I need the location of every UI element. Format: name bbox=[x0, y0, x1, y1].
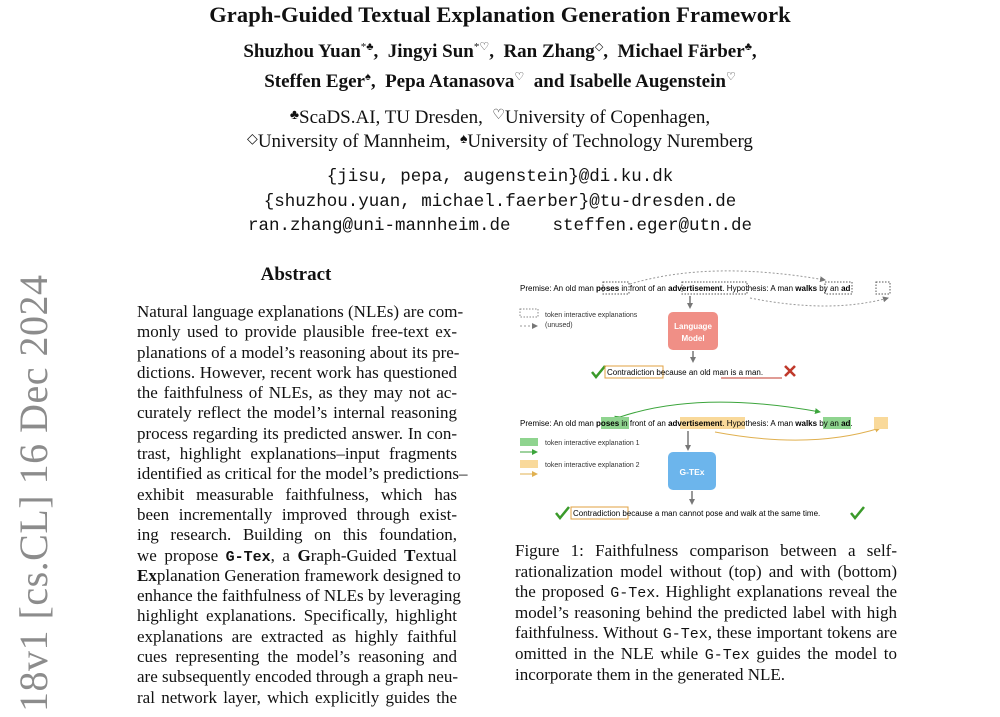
model-label: Language bbox=[674, 322, 712, 331]
caption-line: model’s reasoning behind the predicted label with high bbox=[515, 602, 897, 622]
author-name: Steffen Eger bbox=[264, 71, 365, 92]
arxiv-stamp: 18v1 [cs.CL] 16 Dec 2024 bbox=[11, 274, 56, 712]
author-mark: *♣ bbox=[360, 41, 374, 53]
caption-line bbox=[515, 582, 897, 603]
token-poses: poses bbox=[596, 284, 620, 293]
affiliation: University of Mannheim, bbox=[257, 131, 451, 152]
text: , these important tokens are bbox=[707, 623, 897, 643]
text: the proposed bbox=[515, 582, 611, 602]
affiliation-line-2 bbox=[0, 131, 1000, 153]
bold-letter: G bbox=[297, 545, 311, 565]
figure-bottom-sentence bbox=[520, 419, 853, 428]
gtex-name: G-Tex bbox=[662, 626, 708, 644]
highlight-ad bbox=[874, 417, 888, 429]
author-name: Isabelle Augenstein bbox=[569, 71, 726, 92]
affil-mark: ♣ bbox=[289, 108, 300, 123]
author-name: Shuzhou Yuan bbox=[243, 41, 361, 62]
paper-title: Graph-Guided Textual Explanation Generation Framework bbox=[209, 2, 791, 27]
abstract-line: curately reflect the model’s internal reasoning bbox=[137, 403, 457, 423]
caption-line: rationalization model without (top) and with (bottom) bbox=[515, 561, 897, 581]
author-mark: ♣ bbox=[744, 41, 752, 53]
caption-line bbox=[515, 623, 897, 644]
abstract-heading: Abstract bbox=[260, 264, 332, 285]
author-name: Ran Zhang bbox=[503, 41, 595, 62]
abstract-line: exhibit measurable faithfulness, which has bbox=[137, 484, 457, 504]
affil-mark: ♠ bbox=[459, 132, 468, 147]
figure-top-sentence bbox=[520, 284, 851, 293]
text: in front of an bbox=[619, 284, 669, 293]
affil-mark: ◇ bbox=[247, 132, 258, 147]
figure-caption bbox=[515, 541, 897, 685]
email: steffen.eger@utn.de bbox=[552, 216, 753, 236]
abstract-line bbox=[137, 565, 461, 586]
abstract-line: highlight explanations. Specifically, highlight bbox=[137, 606, 457, 626]
email-line-2: {shuzhou.yuan, michael.faerber}@tu-dresden.de bbox=[263, 192, 737, 212]
email-line-1: {jisu, pepa, augenstein}@di.ku.dk bbox=[326, 167, 674, 187]
model-label: Model bbox=[681, 334, 705, 343]
bold-letter: T bbox=[404, 545, 416, 565]
dotted-arc-bottom bbox=[750, 298, 888, 306]
text: Premise: An old man bbox=[520, 419, 597, 428]
legend-label: token interactive explanations bbox=[545, 312, 638, 319]
caption-line: Figure 1: Faithfulness comparison between a self- bbox=[515, 541, 897, 560]
label-text: Contradiction bbox=[607, 368, 655, 377]
text: by an bbox=[817, 284, 842, 293]
text: by an bbox=[817, 419, 842, 428]
author-name: Michael Färber bbox=[617, 41, 745, 62]
abstract-line: process regarding its predicted answer. In con- bbox=[137, 423, 457, 443]
abstract-line: are subsequently encoded through a graph neu- bbox=[137, 667, 458, 687]
abstract-line: planations of a model’s reasoning about its pre- bbox=[137, 342, 460, 362]
gtex-name: G-Tex bbox=[225, 548, 271, 566]
legend-green-box bbox=[520, 438, 538, 446]
figure-1 bbox=[510, 262, 905, 532]
text: faithfulness. Without bbox=[515, 623, 663, 643]
abstract-line: cues representing the model’s reasoning and bbox=[137, 647, 457, 667]
text: extual bbox=[415, 545, 457, 565]
caption-line: incorporate them in the generated NLE. bbox=[515, 664, 785, 684]
affil-mark: ♡ bbox=[492, 108, 505, 123]
text: omitted in the NLE while bbox=[515, 643, 705, 663]
text: because an old man is a man. bbox=[654, 368, 764, 377]
affiliation: University of Technology Nuremberg bbox=[467, 131, 753, 152]
text: raph-Guided bbox=[310, 545, 405, 565]
text: in front of an bbox=[619, 419, 669, 428]
label-text: Contradiction bbox=[573, 509, 621, 518]
author-mark: ♡ bbox=[725, 71, 736, 83]
check-icon bbox=[556, 507, 569, 518]
text: . Highlight explanations reveal the bbox=[655, 582, 897, 602]
abstract-line: explanations are extracted as highly faithful bbox=[137, 626, 457, 646]
gtex-name: G-Tex bbox=[704, 646, 750, 664]
green-arc bbox=[620, 402, 820, 417]
cross-icon bbox=[785, 366, 795, 376]
legend-yellow-box bbox=[520, 460, 538, 468]
abstract-line: monly used to provide plausible free-text ex- bbox=[137, 322, 457, 342]
text: because a man cannot pose and walk at the same time. bbox=[620, 509, 821, 518]
abstract-line: dictions. However, recent work has questioned bbox=[137, 362, 457, 382]
gtex-name: G-Tex bbox=[610, 585, 656, 603]
affiliation: ScaDS.AI, TU Dresden, bbox=[299, 107, 483, 128]
author-line-2: Steffen Eger♠, Pepa Atanasova♡ and Isabelle Augenstein♡ bbox=[264, 71, 736, 92]
author-name: Jingyi Sun bbox=[387, 41, 474, 62]
check-icon bbox=[851, 507, 864, 518]
legend-dashed-box bbox=[520, 309, 538, 317]
text: , a bbox=[270, 545, 298, 565]
text: we propose bbox=[137, 545, 226, 565]
abstract-line: the faithfulness of NLEs, as they may not ac- bbox=[137, 383, 457, 403]
figure-bottom-output bbox=[573, 509, 820, 518]
author-mark: ◇ bbox=[594, 41, 604, 53]
affiliation-line-1 bbox=[0, 107, 1000, 129]
affiliation: University of Copenhagen, bbox=[504, 107, 711, 128]
check-icon bbox=[592, 366, 605, 377]
token-advertisement: advertisement bbox=[668, 284, 723, 293]
figure-top-output bbox=[607, 368, 763, 377]
token-walks: walks bbox=[795, 284, 818, 293]
legend-label: token interactive explanation 2 bbox=[545, 462, 640, 469]
abstract-line: identified as critical for the model’s predictions– bbox=[137, 464, 468, 484]
author-mark: ♡ bbox=[514, 71, 525, 83]
legend-label: (unused) bbox=[545, 322, 573, 329]
model-label: G-TEx bbox=[679, 467, 705, 477]
text: planation Generation framework designed to bbox=[156, 565, 461, 585]
text: Premise: An old man bbox=[520, 284, 597, 293]
caption-line bbox=[515, 644, 897, 665]
yellow-arc bbox=[715, 428, 880, 440]
author-name: Pepa Atanasova bbox=[385, 71, 515, 92]
author-and: and bbox=[533, 71, 565, 92]
email-line-3 bbox=[0, 216, 1000, 236]
token-walks: walks bbox=[795, 419, 818, 428]
email: ran.zhang@uni-mannheim.de bbox=[247, 216, 511, 236]
abstract-line: trast, highlight explanations–input fragments bbox=[137, 444, 457, 464]
abstract-line: enhance the faithfulness of NLEs by leveraging bbox=[137, 586, 461, 606]
author-mark: *♡ bbox=[473, 41, 490, 53]
abstract-line: been incrementally improved through exist- bbox=[137, 504, 457, 524]
abstract-line bbox=[137, 546, 457, 566]
abstract-line: ing research. Building on this foundation, bbox=[137, 525, 457, 545]
token-advertisement: advertisement bbox=[668, 419, 723, 428]
legend-label: token interactive explanation 1 bbox=[545, 440, 640, 447]
text: guides the model to bbox=[749, 643, 897, 663]
text: . bbox=[850, 419, 853, 428]
abstract-line: ral network layer, which explicitly guides the bbox=[137, 687, 457, 707]
author-mark: ♠ bbox=[364, 71, 371, 83]
abstract-line: Natural language explanations (NLEs) are com- bbox=[137, 302, 464, 321]
token-poses: poses bbox=[596, 419, 620, 428]
text: . Hypothesis: A man bbox=[722, 284, 796, 293]
language-model-box bbox=[668, 312, 718, 350]
token-box bbox=[876, 282, 890, 294]
text: . Hypothesis: A man bbox=[722, 419, 796, 428]
author-line-1: Shuzhou Yuan*♣, Jingyi Sun*♡, Ran Zhang◇, Michael Färber♣, bbox=[243, 41, 757, 62]
bold-letter: Ex bbox=[137, 565, 157, 585]
token-ad: ad bbox=[841, 419, 851, 428]
token-ad: ad bbox=[841, 284, 851, 293]
abstract-body bbox=[137, 302, 468, 708]
